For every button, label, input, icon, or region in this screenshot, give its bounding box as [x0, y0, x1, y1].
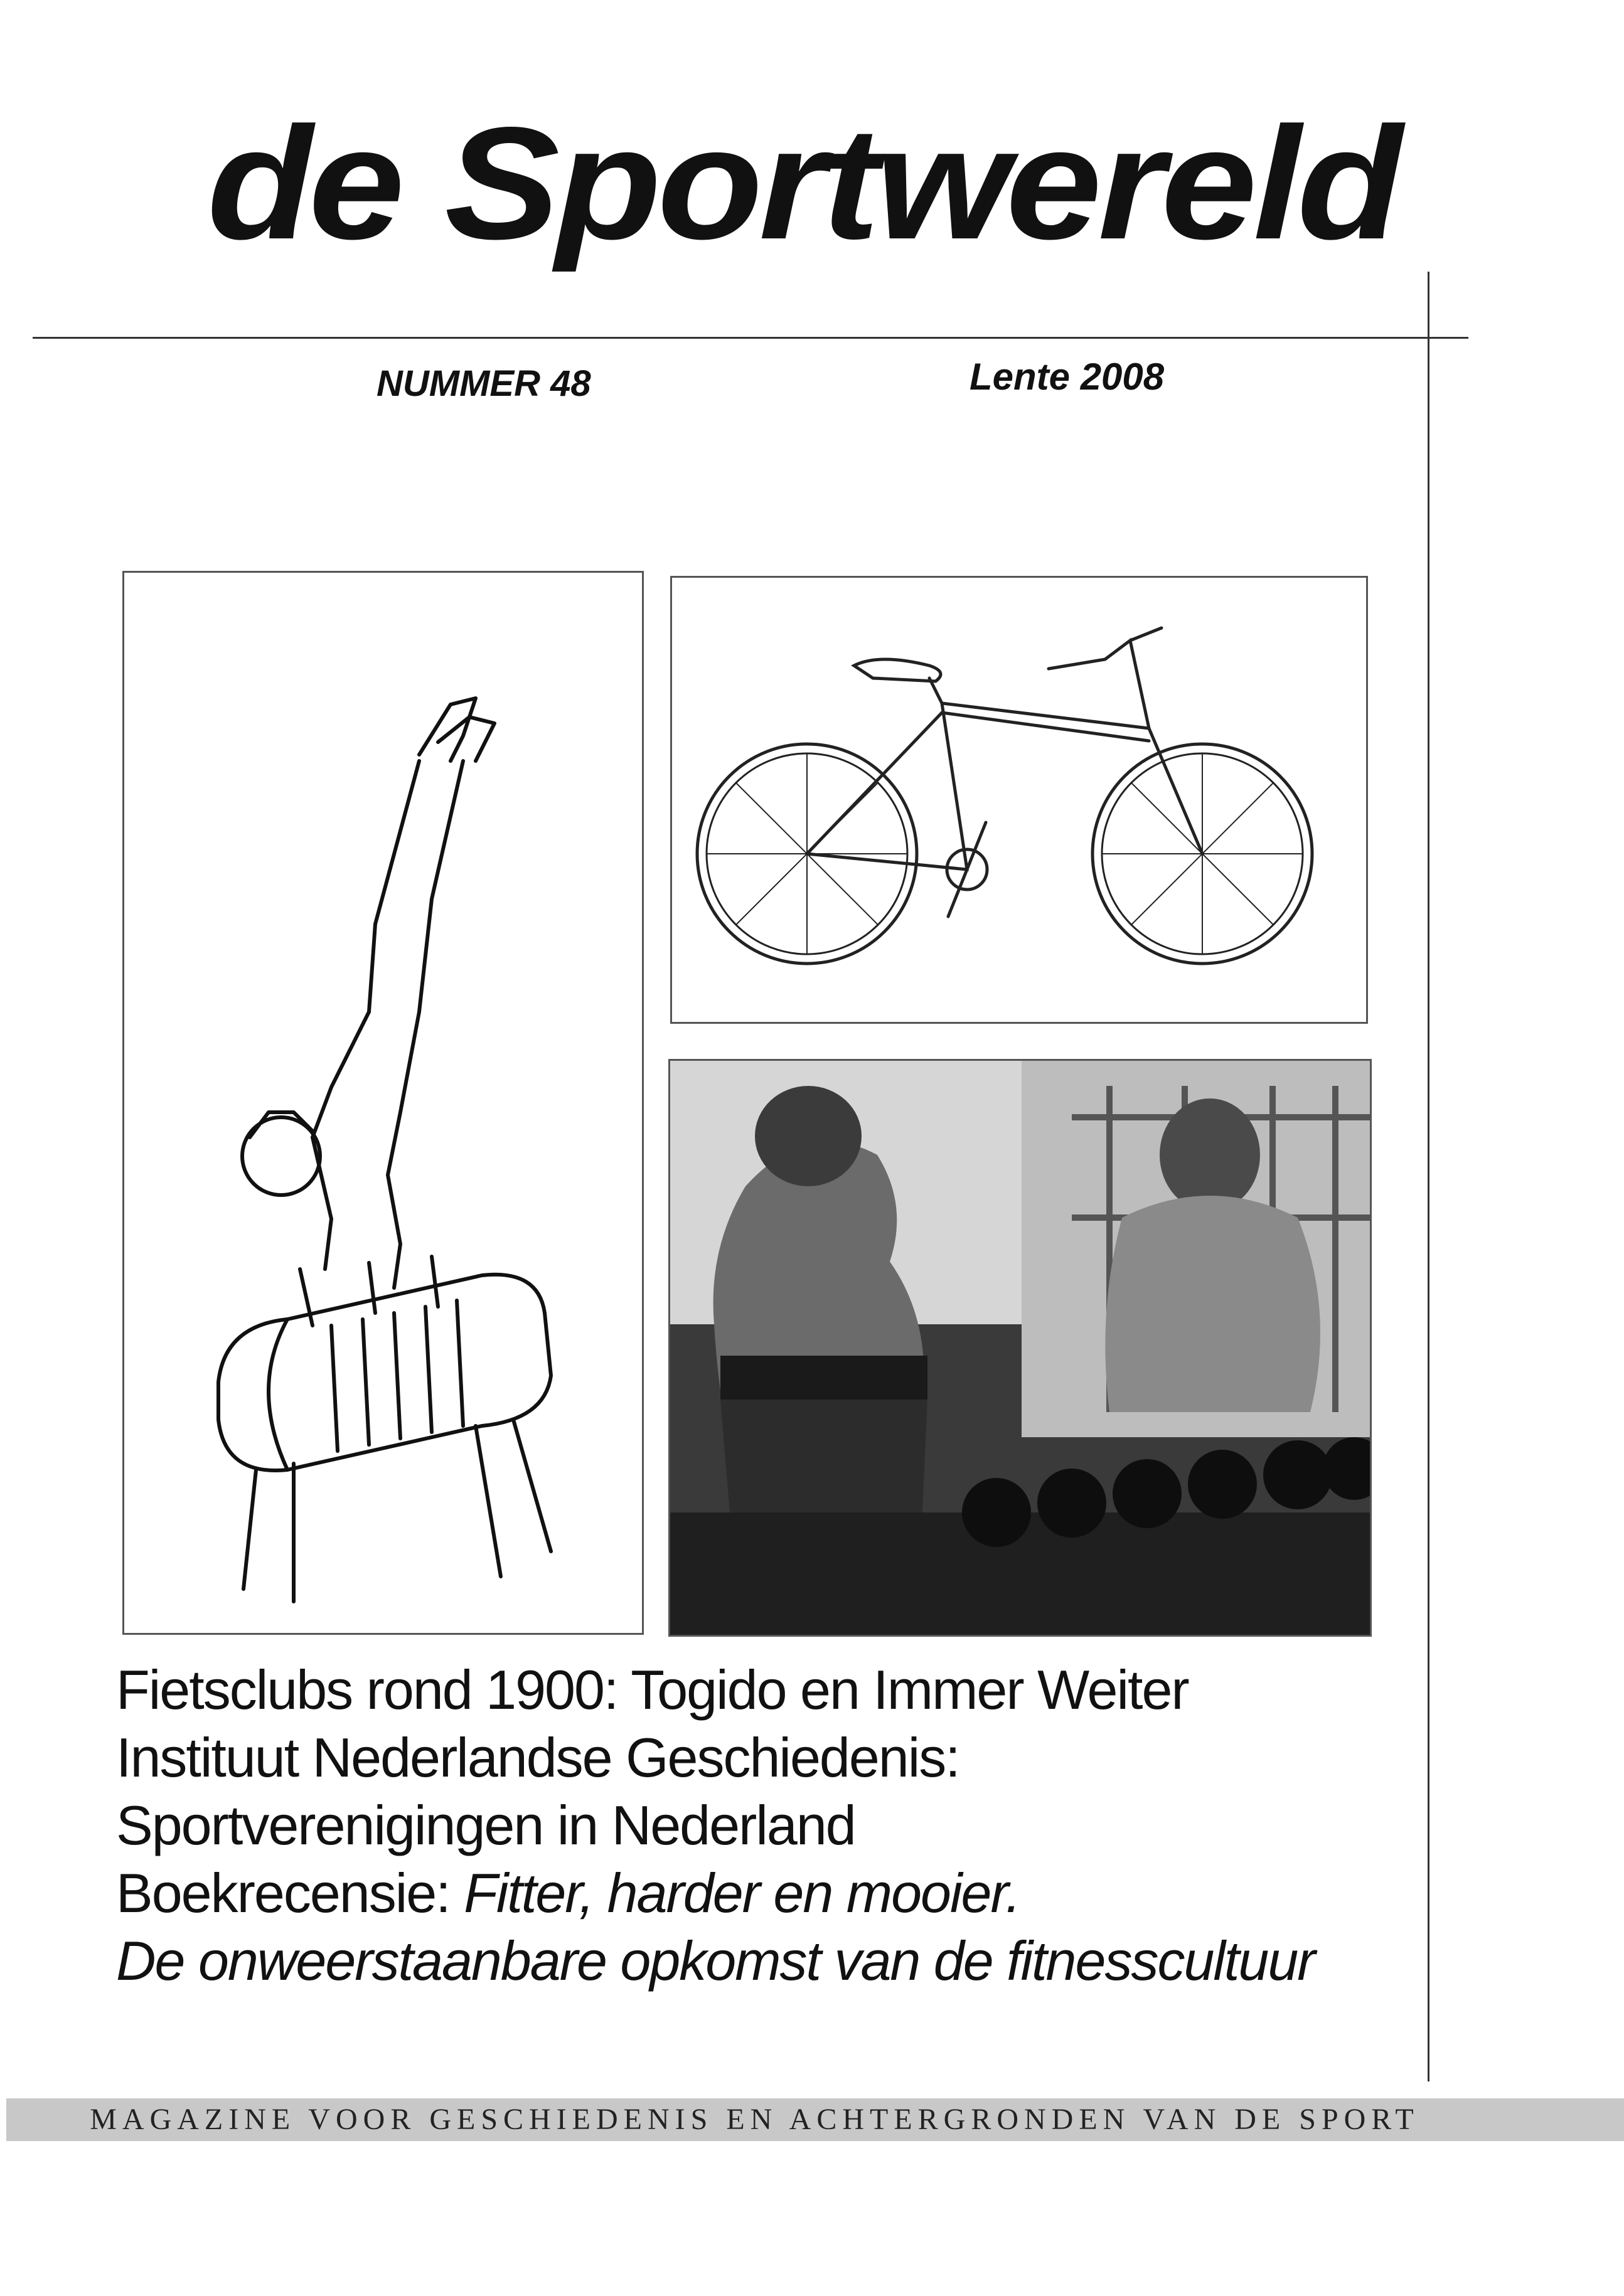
bicycle-image [670, 576, 1368, 1024]
headline-sportverenigingen: Sportverenigingen in Nederland [116, 1794, 855, 1856]
bodybuilder-image [668, 1059, 1372, 1637]
headline-instituut: Instituut Nederlandse Geschiedenis: [116, 1726, 959, 1788]
bodybuilder-gym-photo [670, 1061, 1370, 1635]
headline-fietsclubs: Fietsclubs rond 1900: Togido en Immer Weiter [116, 1659, 1189, 1721]
headline-book-subtitle-text: De onweerstaanbare opkomst van de fitnesscultuur [116, 1930, 1315, 1992]
headline-boekrecensie-label: Boekrecensie: [116, 1862, 464, 1924]
antique-bicycle-illustration [672, 578, 1366, 1022]
issue-season: Lente 2008 [970, 356, 1165, 398]
cover-headlines [116, 1656, 1434, 1995]
headline-book-subtitle [116, 1927, 1434, 1995]
magazine-title: de Sportwereld [207, 94, 1399, 273]
footer-tagline: MAGAZINE VOOR GESCHIEDENIS EN ACHTERGRONDEN VAN DE SPORT [90, 2103, 1419, 2136]
headline-book-title: Fitter, harder en mooier. [464, 1862, 1020, 1924]
issue-number: NUMMER 48 [377, 363, 591, 404]
header-divider [33, 337, 1468, 339]
headline-boekrecensie [116, 1859, 1434, 1927]
gymnast-image [122, 571, 644, 1635]
pommel-horse-gymnast-illustration [124, 573, 642, 1633]
